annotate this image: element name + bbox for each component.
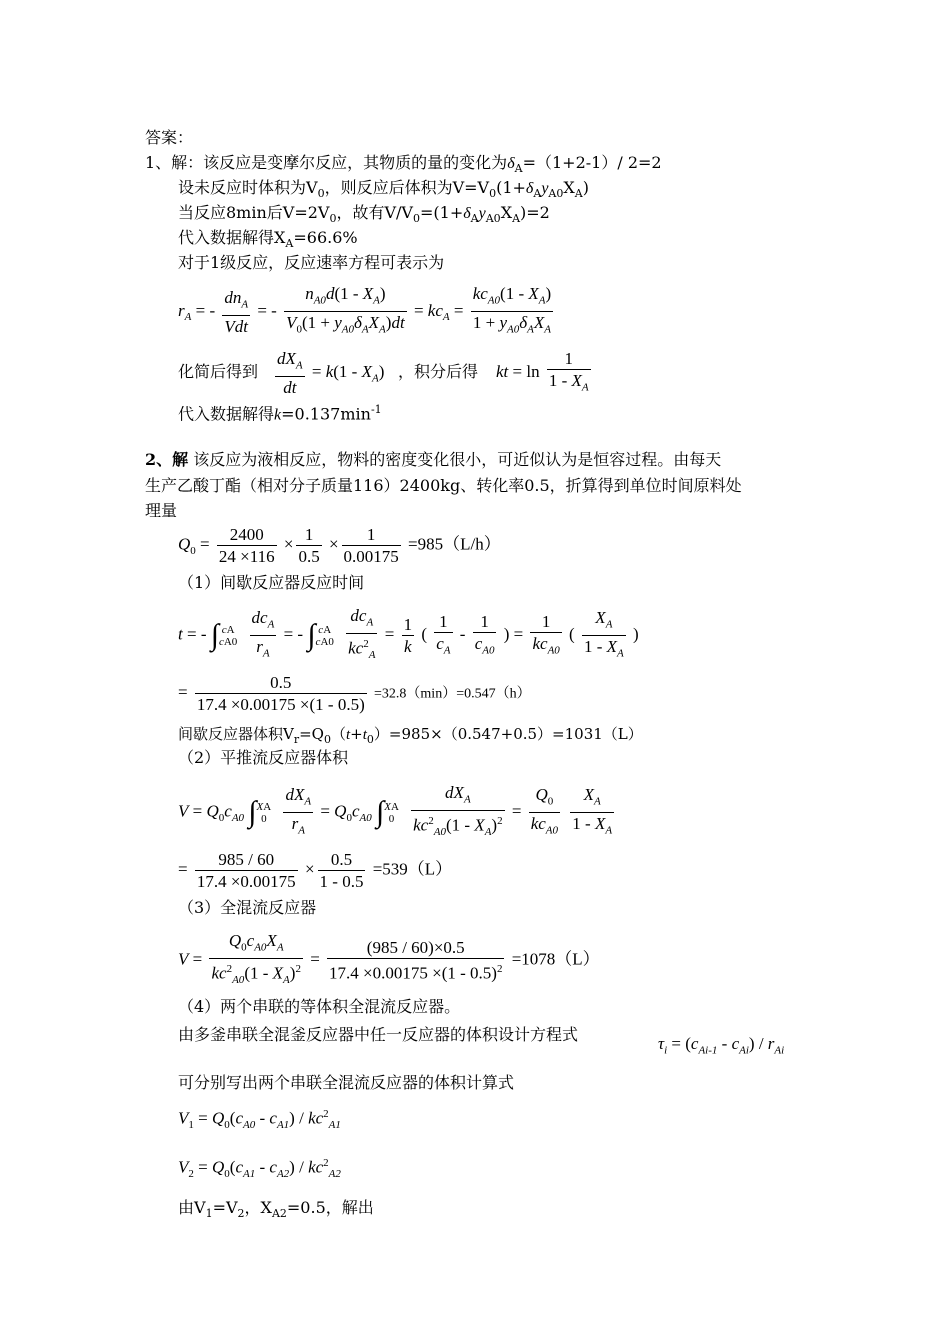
p2-intro-text: 该反应为液相反应，物料的密度变化很小，可近似认为是恒容过程。由每天 (193, 450, 722, 469)
v2-equation: $V_2 = Q_0(c_{A1} - c_{A2}) / kc^2_{A2}$ (178, 1157, 341, 1181)
section-series-cstr: （4）两个串联的等体积全混流反应器。 (178, 997, 461, 1016)
p1-line1: 1、解：该反应是变摩尔反应，其物质的量的变化为$\delta_A=(1+2-1)/$ 2=2 (145, 153, 662, 176)
cstr-equation: V = $\frac{Q_0c_{A0}X_A}{kc^2_{A0}(1 - X_A)^2}$ = $\frac{(985 / 60)\times 0.5}{17.4 \times 0.00175 \times(1 - 0.5)^2}$ =1078（L） (178, 931, 600, 987)
integrated-equation: kt = ln $\frac{1}{1 - X_A}$ (496, 349, 589, 394)
p2-intro-line3: 理量 (145, 501, 178, 520)
p1-simplify-label: 化简后得到 (178, 362, 259, 381)
rate-equation: $r_A$ = - $\frac{dn_A}{\text{Vdt}}$ = - $\frac{n_{A0}d(1 - X_A)}{V_0(1 + y_{A0}\delta_AX_A)dt}$ = $kc_A$ = $\frac{kc_{A0}(1 - X_A)}{1 + y_{A0}\delta_AX_A}$ (178, 284, 552, 337)
section-cstr: （3）全混流反应器 (178, 898, 317, 917)
p2-title: 2、解 (145, 450, 189, 469)
batch-time-calc: = $\frac{0.5}{17.4 \times 0.00175 \times(1 - 0.5)}$ =32.8（min）=0.547（h） (178, 673, 531, 714)
batch-time-result: =32.8（min）=0.547（h） (374, 686, 531, 702)
answer-heading: 答案： (145, 128, 194, 147)
simplified-equation: $\frac{dX_A}{dt}$ = $k(1 - X_A)$ (277, 349, 385, 398)
section-pfr: （2）平推流反应器体积 (178, 748, 349, 767)
p1-line7: 代入数据解得$k=0.137\min^{-1}$ (178, 403, 382, 424)
pfr-result: =539（L） (372, 859, 453, 879)
pfr-calc: = $\frac{985 / 60}{17.4 \times 0.00175}$ × $\frac{0.5}{1 - 0.5}$ =539（L） (178, 850, 453, 891)
batch-volume-line: 间歇反应器体积$V_r=Q_0(t+t_0)=985\times(0.547+0.5)=1031(L)$ (178, 725, 643, 746)
batch-time-equation: t = - ∫ cA cA0 $\frac{dc_A}{r_A}$ = - ∫ cA cA0 $\frac{dc_A}{kc^2_A}$ = $\frac{1}{k}$ ( $\frac{1}{c_A}$ - $\frac{1}{c_{A0}}$ ) = $\frac{1}{kc_{A0}}$ ( $\frac{X_A}{1 - X_A}$ ) (178, 606, 639, 662)
cstr-result: =1078（L） (511, 949, 600, 969)
q0-equation: $Q_0$ = $\frac{2400}{24 \times 116}$ × $\frac{1}{0.5}$ × $\frac{1}{0.00175}$ =985（L/h） (178, 525, 501, 566)
p1-line2: 设未反应时体积为$V_0$，则反应后体积为$V=V_0(1+\delta_Ay_{A0}X_A)$ (178, 178, 589, 201)
p1-line4: 代入数据解得$X_A=66.6\%$ (178, 228, 358, 251)
p1-integrate-label: ，积分后得 (398, 362, 479, 381)
v1-equation: $V_1 = Q_0(c_{A0} - c_{A1}) / kc^2_{A1}$ (178, 1108, 341, 1132)
p2-intro-line2: 生产乙酸丁酯（相对分子质量116）2400kg、转化率0.5，折算得到单位时间原料处 (145, 476, 742, 495)
p2-intro-line1 (145, 450, 721, 470)
p1-line5: 对于1级反应，反应速率方程可表示为 (178, 253, 445, 272)
series-volume-intro: 可分别写出两个串联全混流反应器的体积计算式 (178, 1073, 515, 1092)
final-line: 由$V_1=V_2$，$X_{A2}=0.5$，解出 (178, 1198, 374, 1221)
q0-result: =985（L/h） (408, 534, 501, 554)
section-batch-reactor: （1）间歇反应器反应时间 (178, 573, 365, 592)
pfr-equation: $V = Q_0c_{A0}$ ∫ XA 0 $\frac{dX_A}{r_A}$ = $Q_0c_{A0}$ ∫ XA 0 $\frac{dX_A}{kc^2_{A0}(1 - X_A)^2}$ = $\frac{Q_0}{kc_{A0}}$ $\frac{X_A}{1 - X_A}$ (178, 783, 613, 839)
design-equation: $\tau_i = (c_{Ai-1} - c_{Ai}) / r_{Ai}$ (658, 1034, 785, 1057)
p1-line3: 当反应8min后$V=2V_0$，故有$V/V_0=(1+\delta_Ay_{A0}X_A)=2$ (178, 203, 550, 226)
design-equation-line: 由多釜串联全混釜反应器中任一反应器的体积设计方程式 (178, 1025, 579, 1044)
